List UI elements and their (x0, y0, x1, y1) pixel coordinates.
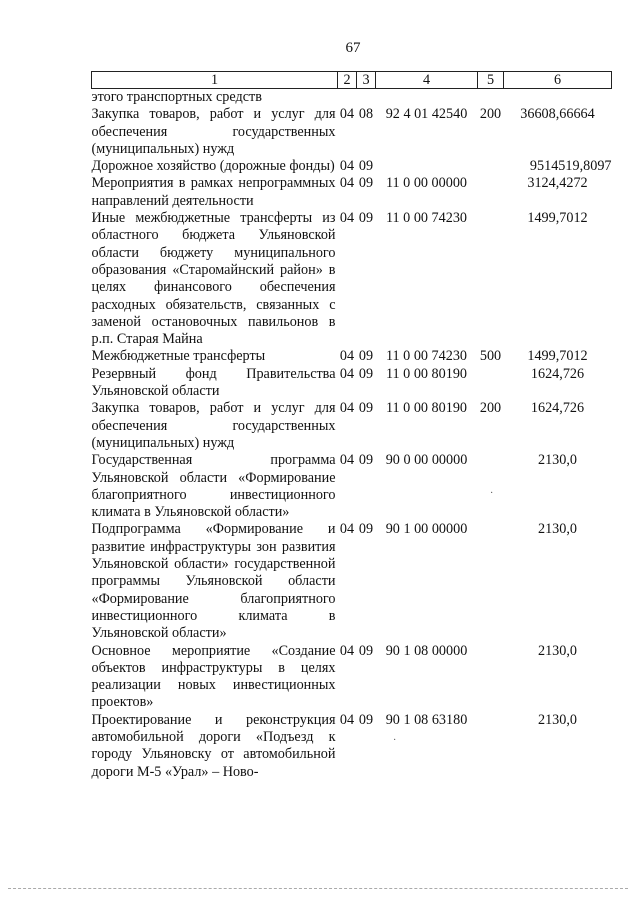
row-target-code-cell: 11 0 00 80190 (385, 400, 468, 417)
row-subsection-cell: 09 (358, 158, 374, 175)
row-expense-type-cell: 200 (479, 106, 502, 123)
row-expense-type-cell (478, 452, 504, 521)
row-expense-type-cell (478, 712, 504, 781)
row-name-cell: Резервный фонд Правительства Ульяновской области (91, 365, 336, 400)
row-section-cell: 04 (339, 106, 355, 123)
scan-speck: · (393, 735, 397, 746)
row-subsection-cell: 08 (358, 106, 374, 123)
row-subsection-cell: 09 (358, 365, 374, 382)
page-number: 67 (345, 40, 361, 56)
header-cell-target-code: 4 (376, 72, 478, 89)
header-cell-expense-type: 5 (478, 72, 504, 89)
table-row (92, 400, 612, 452)
row-expense-type-cell (478, 175, 504, 210)
table-row (92, 366, 612, 401)
table-row (92, 210, 612, 348)
row-expense-type-cell (478, 89, 504, 107)
row-amount-cell: 36608,66664 (520, 106, 595, 123)
row-amount-cell: 1624,726 (530, 400, 585, 417)
row-amount-cell: 2130,0 (537, 521, 577, 538)
row-name-cell: Основное мероприятие «Создание объектов инфраструктуры в целях реализации новых инвестиционных проектов» (91, 642, 336, 711)
row-amount-cell: 2130,0 (537, 711, 577, 728)
row-target-code-cell: 11 0 00 00000 (385, 175, 468, 192)
row-subsection-cell: 09 (358, 521, 374, 538)
row-expense-type-cell (478, 366, 504, 401)
row-target-code-cell: 90 1 00 00000 (385, 521, 468, 538)
table-row (92, 175, 612, 210)
header-cell-section: 2 (338, 72, 357, 89)
row-target-code-cell: 11 0 00 74230 (385, 348, 468, 365)
row-expense-type-cell: 200 (479, 400, 502, 417)
row-expense-type-cell (478, 158, 504, 175)
header-cell-name: 1 (92, 72, 338, 89)
row-amount-cell: 1499,7012 (527, 210, 588, 227)
row-name-cell: Межбюджетные трансферты (91, 348, 266, 365)
row-target-code-cell: 11 0 00 80190 (385, 365, 468, 382)
table-row (92, 348, 612, 365)
row-target-code-cell: 11 0 00 74230 (385, 210, 468, 227)
row-name-cell: Дорожное хозяйство (дорожные фонды) (91, 158, 335, 175)
row-target-code-cell: 90 0 00 00000 (385, 452, 468, 469)
table-body (92, 89, 612, 781)
header-cell-amount: 6 (504, 72, 612, 89)
row-expense-type-cell: 500 (479, 348, 502, 365)
row-name-cell: этого транспортных средств (91, 89, 262, 105)
row-subsection-cell: 09 (358, 711, 374, 728)
row-subsection-cell: 09 (358, 642, 374, 659)
row-target-code-cell: 90 1 08 00000 (385, 642, 468, 659)
row-target-code-cell (376, 89, 478, 107)
row-subsection-cell: 09 (358, 210, 374, 227)
row-subsection-cell: 09 (358, 452, 374, 469)
row-section-cell: 04 (339, 210, 355, 227)
row-expense-type-cell (478, 643, 504, 712)
row-amount-cell (504, 89, 612, 107)
table-row (92, 158, 612, 175)
row-subsection-cell: 09 (358, 175, 374, 192)
table-row (92, 452, 612, 521)
header-cell-subsection: 3 (357, 72, 376, 89)
row-section-cell: 04 (339, 711, 355, 728)
row-section-cell: 04 (339, 642, 355, 659)
header-row (92, 72, 612, 89)
row-section-cell: 04 (339, 365, 355, 382)
row-amount-cell: 1624,726 (530, 365, 585, 382)
row-section-cell: 04 (339, 175, 355, 192)
row-expense-type-cell (478, 210, 504, 348)
row-name-cell: Мероприятия в рамках непрограммных направлений деятельности (91, 175, 336, 209)
row-section-cell (338, 89, 357, 107)
row-amount-cell: 2130,0 (537, 642, 577, 659)
row-target-code-cell: 92 4 01 42540 (385, 106, 468, 123)
row-section-cell: 04 (339, 521, 355, 538)
table-row (92, 106, 612, 158)
table-row (92, 521, 612, 642)
row-target-code-cell: 90 1 08 63180 (385, 711, 468, 728)
table-row (92, 712, 612, 781)
row-section-cell: 04 (339, 158, 355, 175)
table-row (92, 643, 612, 712)
row-name-cell: Государственная программа Ульяновской области «Формирование благоприятного инвестиционного климата в Ульяновской области» (91, 452, 336, 521)
row-name-cell: Закупка товаров, работ и услуг для обеспечения государственных (муниципальных) нужд (91, 400, 336, 451)
row-subsection-cell (357, 89, 376, 107)
row-section-cell: 04 (339, 348, 355, 365)
row-name-cell: Закупка товаров, работ и услуг для обеспечения государственных (муниципальных) нужд (91, 106, 336, 157)
row-expense-type-cell (478, 521, 504, 642)
row-name-cell: Подпрограмма «Формирование и развитие инфраструктуры зон развития Ульяновской области» государственной программы Ульяновской области «Формирование благоприятного инвестиционного климата в Ульяновской области» (91, 521, 336, 642)
row-name-cell: Иные межбюджетные трансферты из областного бюджета Ульяновской области бюджету муниципального образования «Старомайнский район» в целях финансового обеспечения расходных обязательств, связанных с заменой остановочных павильонов в р.п. Старая Майна (91, 210, 336, 348)
page-bottom-rule (8, 888, 628, 889)
row-amount-cell: 3124,4272 (527, 175, 588, 192)
row-amount-cell: 9514519,8097 (529, 158, 612, 175)
scan-speck: · (490, 488, 494, 499)
row-amount-cell: 2130,0 (537, 452, 577, 469)
row-subsection-cell: 09 (358, 400, 374, 417)
row-section-cell: 04 (339, 400, 355, 417)
row-amount-cell: 1499,7012 (527, 348, 588, 365)
row-name-cell: Проектирование и реконструкция автомобильной дороги «Подъезд к городу Ульяновску от автомобильной дороги М-5 «Урал» – Ново- (91, 711, 336, 780)
row-subsection-cell: 09 (358, 348, 374, 365)
row-target-code-cell (376, 158, 478, 175)
budget-table (91, 71, 612, 781)
table-row (92, 89, 612, 107)
row-section-cell: 04 (339, 452, 355, 469)
